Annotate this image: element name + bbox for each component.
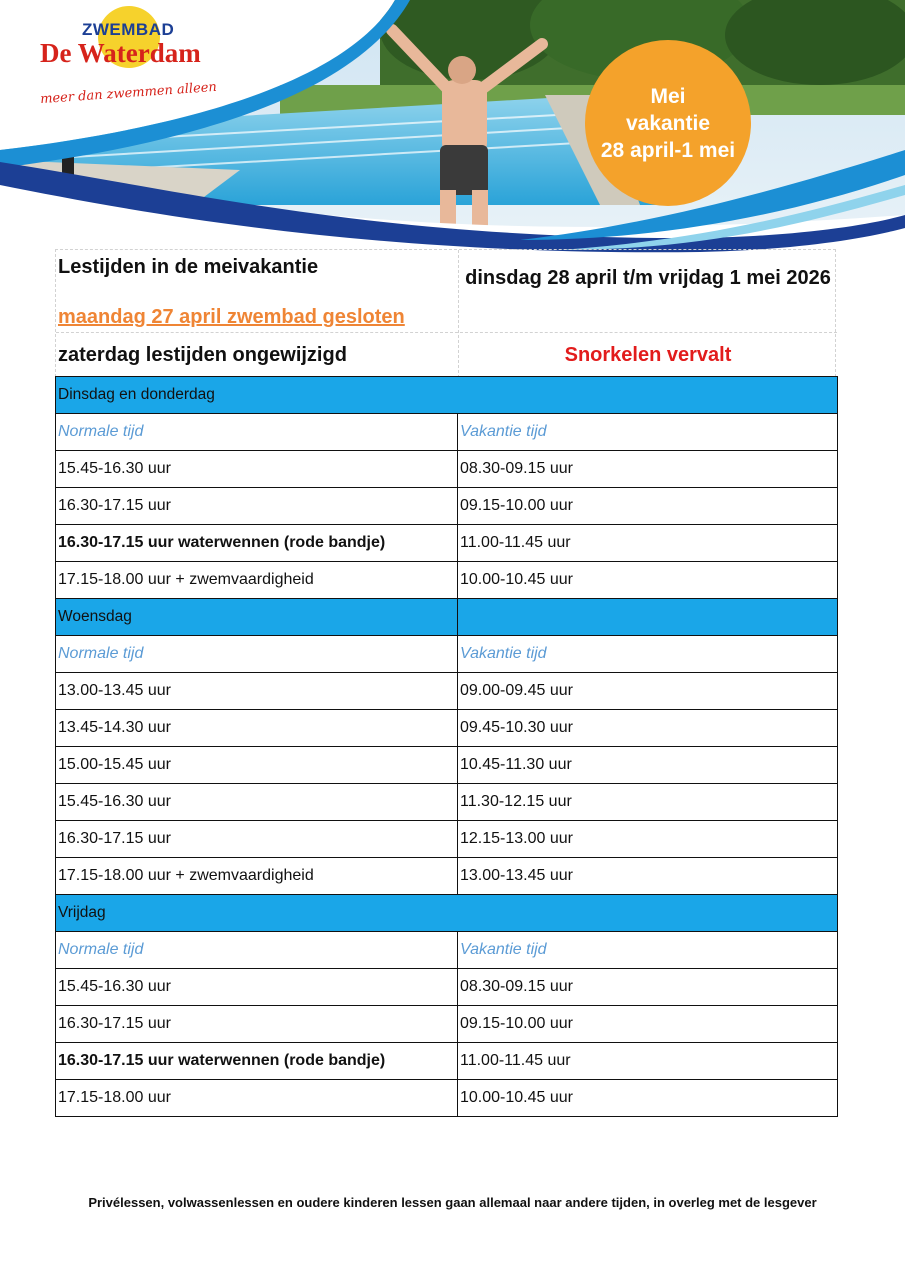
table-row xyxy=(56,821,838,858)
vacation-time-cell: 10.00-10.45 uur xyxy=(458,562,838,599)
section-header-row xyxy=(56,599,838,636)
table-row xyxy=(56,488,838,525)
table-row xyxy=(56,562,838,599)
table-row xyxy=(56,710,838,747)
column-header-row xyxy=(56,636,838,673)
normal-time-cell: 13.00-13.45 uur xyxy=(56,673,458,710)
vacation-badge xyxy=(585,40,751,206)
table-row xyxy=(56,1080,838,1117)
column-header-normal: Normale tijd xyxy=(56,414,458,451)
section-title-empty xyxy=(458,599,838,636)
column-header-row xyxy=(56,414,838,451)
snorkel-notice: Snorkelen vervalt xyxy=(564,344,732,366)
table-row xyxy=(56,451,838,488)
section-title: Woensdag xyxy=(56,599,458,636)
schedule-table xyxy=(55,376,838,1117)
normal-time-cell: 17.15-18.00 uur + zwemvaardigheid xyxy=(56,858,458,895)
column-header-row xyxy=(56,932,838,969)
logo-tagline: meer dan zwemmen alleen xyxy=(39,79,218,108)
saturday-notice: zaterdag lestijden ongewijzigd xyxy=(58,344,347,366)
normal-time-cell: 16.30-17.15 uur xyxy=(56,821,458,858)
table-row xyxy=(56,858,838,895)
closed-notice: maandag 27 april zwembad gesloten xyxy=(58,306,405,328)
normal-time-cell: 13.45-14.30 uur xyxy=(56,710,458,747)
vacation-time-cell: 11.00-11.45 uur xyxy=(458,1043,838,1080)
vacation-time-cell: 09.15-10.00 uur xyxy=(458,488,838,525)
column-header-vacation: Vakantie tijd xyxy=(458,636,838,673)
vacation-time-cell: 10.00-10.45 uur xyxy=(458,1080,838,1117)
vacation-time-cell: 12.15-13.00 uur xyxy=(458,821,838,858)
column-header-vacation: Vakantie tijd xyxy=(458,414,838,451)
vacation-time-cell: 08.30-09.15 uur xyxy=(458,451,838,488)
section-header-row xyxy=(56,895,838,932)
header-banner xyxy=(0,0,905,260)
table-row xyxy=(56,784,838,821)
vacation-time-cell: 08.30-09.15 uur xyxy=(458,969,838,1006)
table-row xyxy=(56,1006,838,1043)
badge-line-2: vakantie xyxy=(625,111,711,135)
section-header-row xyxy=(56,377,838,414)
logo-name: De Waterdam xyxy=(40,38,201,68)
footer-note: Privélessen, volwassenlessen en oudere kinderen lessen gaan allemaal naar andere tijden, in overleg met de lesgever xyxy=(88,1195,817,1210)
normal-time-cell: 15.45-16.30 uur xyxy=(56,451,458,488)
column-header-vacation: Vakantie tijd xyxy=(458,932,838,969)
section-title: Dinsdag en donderdag xyxy=(56,377,838,414)
vacation-time-cell: 09.15-10.00 uur xyxy=(458,1006,838,1043)
info-divider-horizontal xyxy=(56,332,837,333)
column-header-normal: Normale tijd xyxy=(56,932,458,969)
table-row xyxy=(56,1043,838,1080)
info-block xyxy=(55,249,836,377)
vacation-time-cell: 09.45-10.30 uur xyxy=(458,710,838,747)
vacation-time-cell: 10.45-11.30 uur xyxy=(458,747,838,784)
normal-time-cell: 15.00-15.45 uur xyxy=(56,747,458,784)
normal-time-cell: 16.30-17.15 uur xyxy=(56,1006,458,1043)
vacation-period: dinsdag 28 april t/m vrijdag 1 mei 2026 xyxy=(465,267,831,289)
vacation-time-cell: 11.30-12.15 uur xyxy=(458,784,838,821)
column-header-normal: Normale tijd xyxy=(56,636,458,673)
page-title: Lestijden in de meivakantie xyxy=(58,256,319,278)
vacation-time-cell: 09.00-09.45 uur xyxy=(458,673,838,710)
vacation-time-cell: 11.00-11.45 uur xyxy=(458,525,838,562)
table-row xyxy=(56,525,838,562)
normal-time-cell: 15.45-16.30 uur xyxy=(56,969,458,1006)
badge-line-3: 28 april-1 mei xyxy=(600,138,736,162)
vacation-time-cell: 13.00-13.45 uur xyxy=(458,858,838,895)
badge-line-1: Mei xyxy=(650,84,686,108)
table-row xyxy=(56,747,838,784)
table-row xyxy=(56,673,838,710)
waterdam-logo xyxy=(0,0,260,130)
normal-time-cell: 15.45-16.30 uur xyxy=(56,784,458,821)
normal-time-cell: 16.30-17.15 uur waterwennen (rode bandje) xyxy=(56,1043,458,1080)
logo-top-text: ZWEMBAD xyxy=(82,20,175,39)
normal-time-cell: 16.30-17.15 uur xyxy=(56,488,458,525)
normal-time-cell: 17.15-18.00 uur xyxy=(56,1080,458,1117)
normal-time-cell: 17.15-18.00 uur + zwemvaardigheid xyxy=(56,562,458,599)
normal-time-cell: 16.30-17.15 uur waterwennen (rode bandje) xyxy=(56,525,458,562)
section-title: Vrijdag xyxy=(56,895,838,932)
table-row xyxy=(56,969,838,1006)
